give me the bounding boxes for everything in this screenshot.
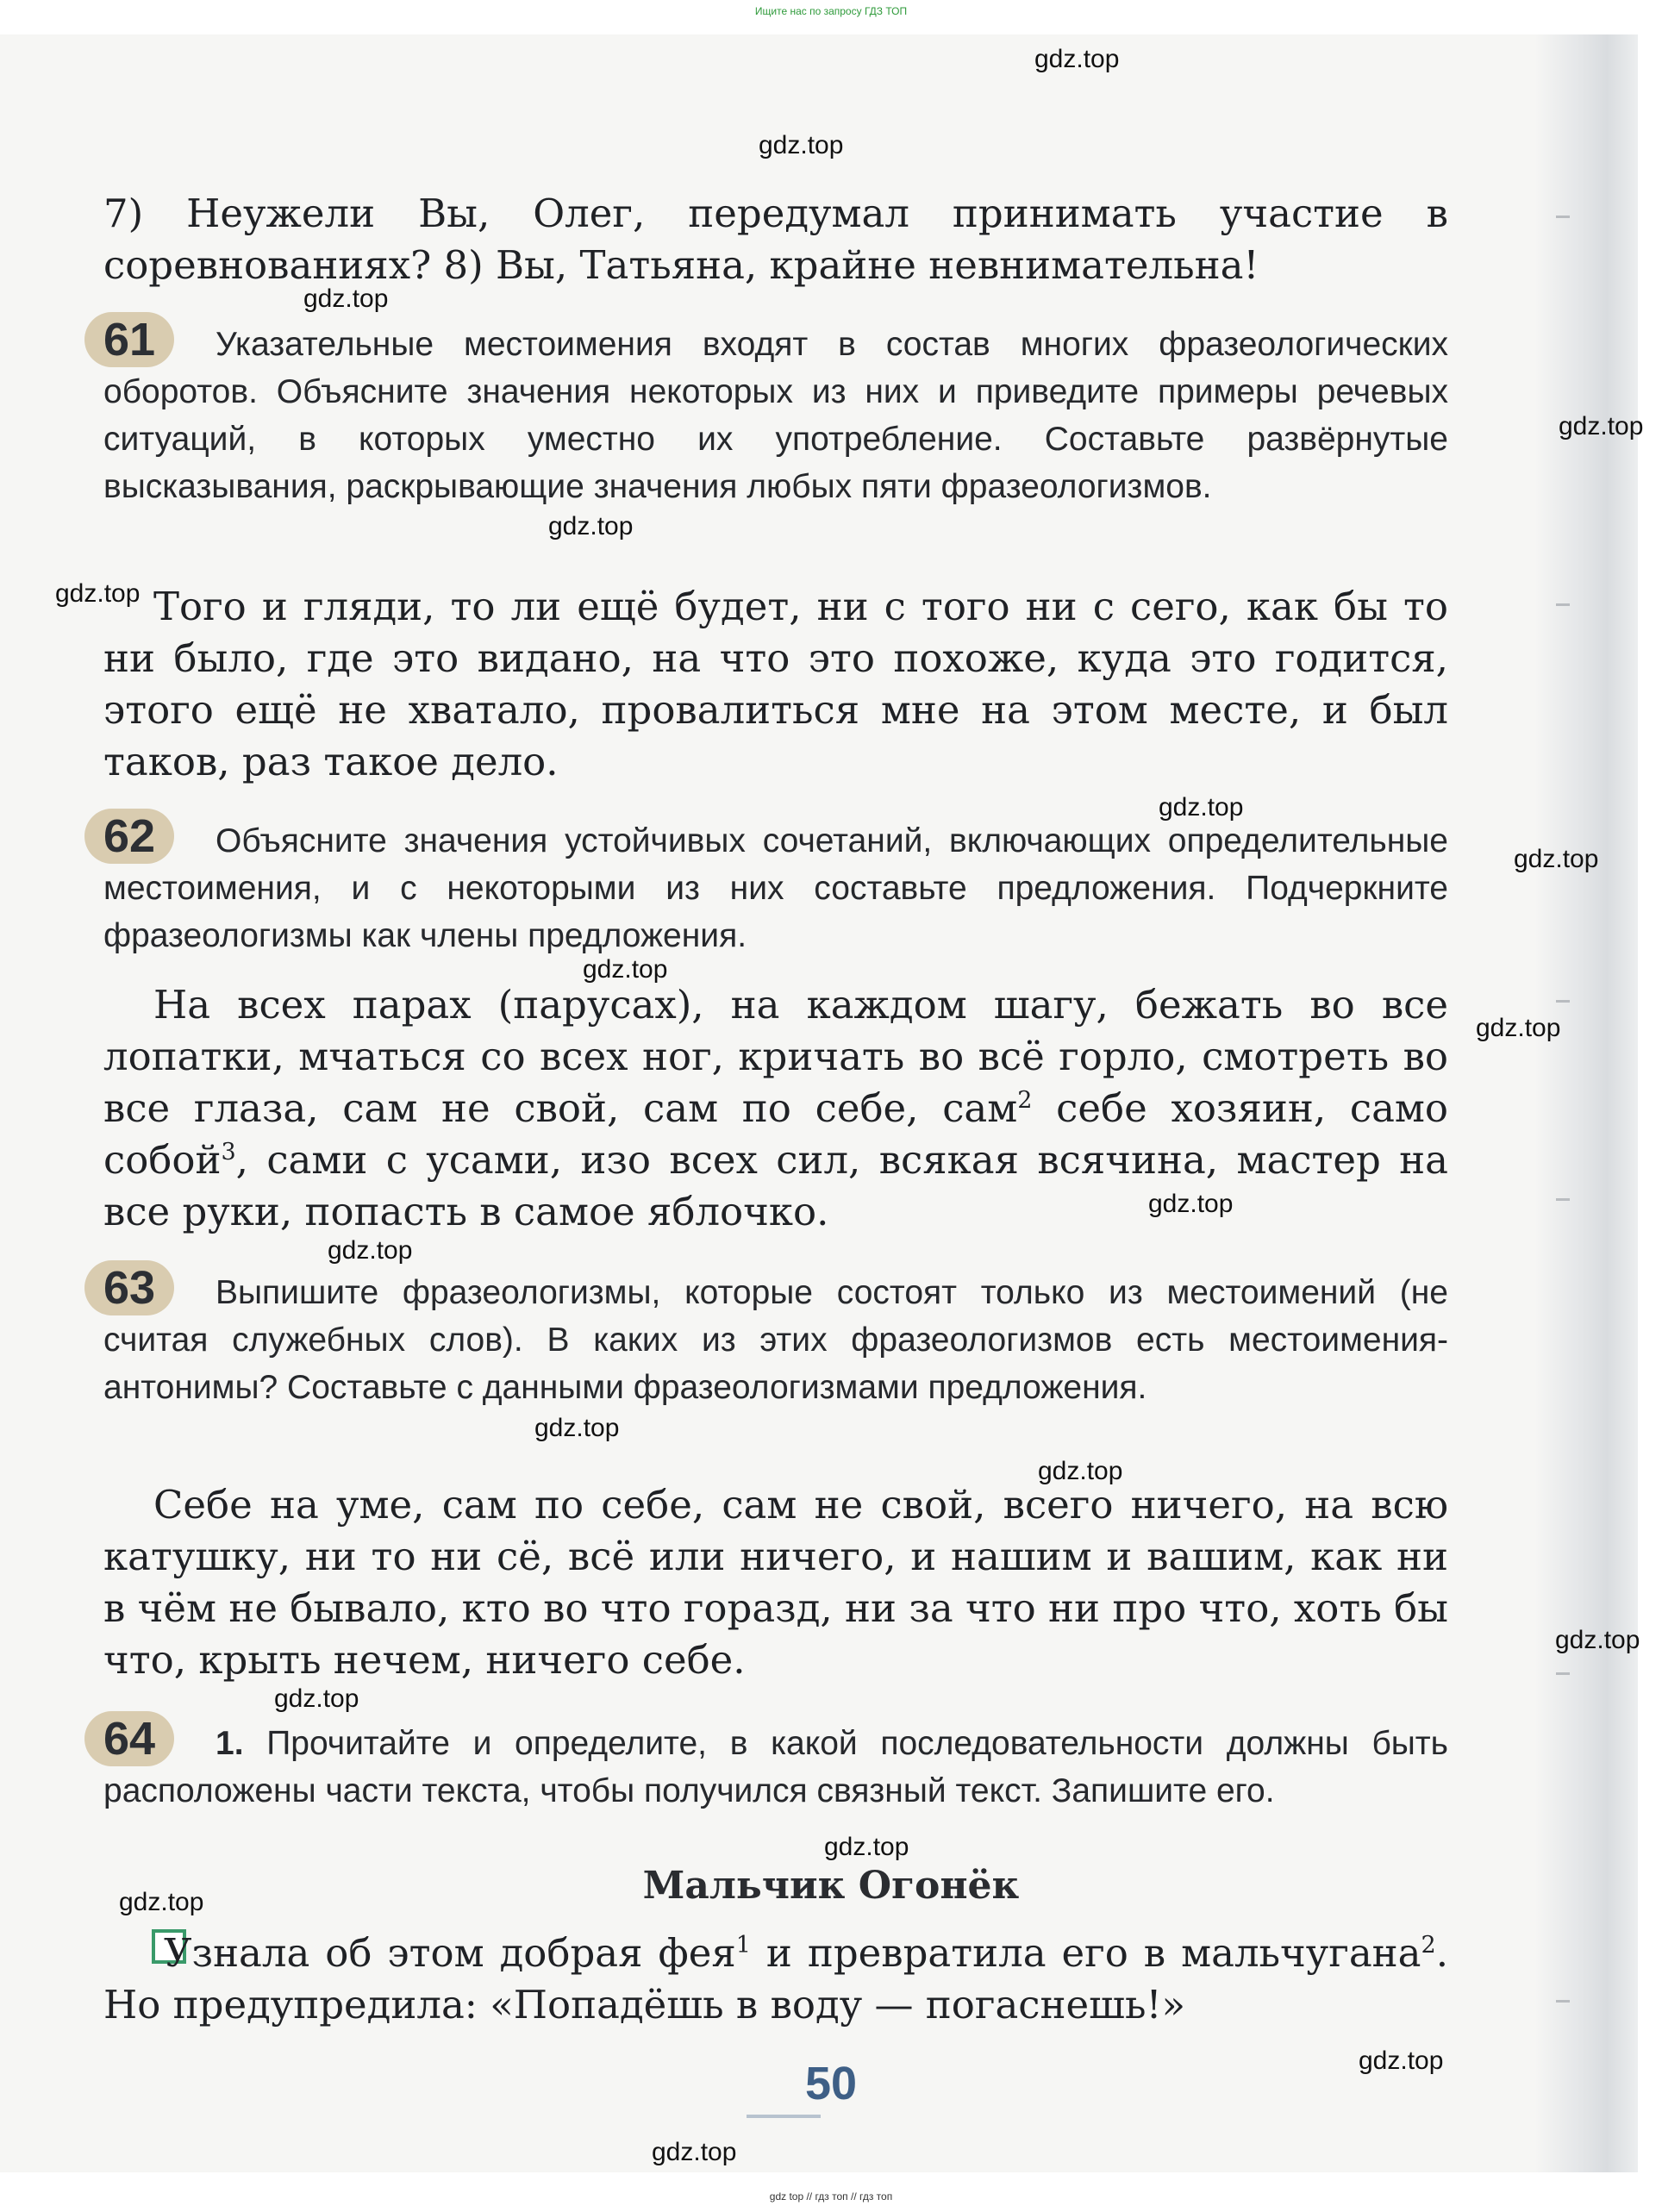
phrases-part: , сами с усами, изо всех сил, всякая всячина, мастер на все руки, попасть в самое яблочко.: [103, 1137, 1448, 1234]
watermark: gdz.top: [1476, 1014, 1561, 1042]
exercise-task-text: Указательные местоимения входят в состав многих фразеологических оборотов. Объясните значения некоторых из них и приведите примеры речевых ситуаций, в которых уместно их употребление. Составьте развёрнутые высказывания, раскрывающие значения любых пяти фразеологизмов.: [103, 326, 1448, 505]
watermark: gdz.top: [759, 131, 844, 159]
intro-text: 7) Неужели Вы, Олег, передумал принимать участие в соревнованиях? 8) Вы, Татьяна, крайне невнимательна!: [103, 191, 1448, 288]
exercise-phrases: [103, 979, 1448, 1238]
exercise-phrases: Того и гляди, то ли ещё будет, ни с того ни с сего, как бы то ни было, где это видано, на что это похоже, куда это годится, этого ещё не хватало, провалиться мне на этом месте, и был таков, раз такое дело.: [103, 584, 1448, 784]
watermark: gdz.top: [1034, 45, 1120, 73]
book-spine-shadow: [1534, 34, 1638, 2172]
watermark: gdz.top: [1148, 1190, 1234, 1218]
footnote-mark: 1: [735, 1932, 751, 1959]
watermark: gdz.top: [303, 284, 389, 313]
footer-note: gdz top // гдз топ // гдз топ: [769, 2190, 893, 2203]
page-number: 50: [804, 2058, 858, 2109]
story-part: Узнала об этом добрая фея: [164, 1930, 736, 1976]
watermark: gdz.top: [1559, 412, 1644, 441]
exercise-task-text: Прочитайте и определите, в какой последовательности должны быть расположены части текста, чтобы получился связный текст. Запишите его.: [103, 1725, 1448, 1809]
watermark: gdz.top: [1514, 845, 1599, 873]
exercise-task-text: Выпишите фразеологизмы, которые состоят только из местоимений (не считая служебных слов). В каких из этих фразеологизмов есть местоимения-антонимы? Составьте с данными фразеологизмами предложения.: [103, 1274, 1448, 1406]
story-part: . Но предупредила: «Попадёшь в воду — погаснешь!»: [103, 1930, 1448, 2028]
spine-mark: [1556, 1198, 1570, 1201]
exercise-number-badge: 63: [84, 1260, 174, 1315]
spine-mark: [1556, 1672, 1570, 1675]
watermark: gdz.top: [328, 1236, 413, 1265]
exercise-task: [103, 1720, 1448, 1815]
exercise-task: [103, 817, 1448, 959]
footnote-mark: 3: [221, 1139, 236, 1165]
spine-mark: [1556, 603, 1570, 606]
footnote-mark: 2: [1017, 1087, 1033, 1114]
watermark: gdz.top: [119, 1888, 204, 1916]
exercise-task-text: Объясните значения устойчивых сочетаний, включающих определительные местоимения, и с некоторыми из них составьте предложения. Подчеркните фразеологизмы как члены предложения.: [103, 822, 1448, 954]
exercise-task: [103, 1269, 1448, 1411]
page-number-underline: [747, 2115, 821, 2118]
story-text: [103, 1928, 1448, 2031]
watermark: gdz.top: [1038, 1457, 1123, 1485]
watermark: gdz.top: [652, 2138, 737, 2166]
watermark: gdz.top: [55, 579, 141, 608]
watermark: gdz.top: [274, 1684, 359, 1713]
spine-mark: [1556, 2000, 1570, 2003]
spine-mark: [1556, 1000, 1570, 1003]
watermark: gdz.top: [1555, 1626, 1640, 1654]
exercise-number-badge: 61: [84, 312, 174, 367]
exercise-number-badge: 64: [84, 1711, 174, 1766]
story-part: и превратила его в мальчугана: [750, 1930, 1421, 1976]
exercise-number-badge: 62: [84, 809, 174, 864]
exercise-task: [103, 321, 1448, 510]
watermark: gdz.top: [824, 1833, 909, 1861]
watermark: gdz.top: [1359, 2046, 1444, 2075]
phrases-part: себе хозяин, само собой: [103, 1085, 1448, 1183]
watermark: gdz.top: [534, 1414, 620, 1442]
site-search-note: Ищите нас по запросу ГДЗ ТОП: [754, 5, 908, 17]
story-title: Мальчик Огонёк: [642, 1864, 1020, 1908]
watermark: gdz.top: [1159, 793, 1244, 822]
footnote-mark: 2: [1421, 1932, 1436, 1959]
watermark: gdz.top: [583, 955, 668, 984]
watermark: gdz.top: [548, 512, 634, 541]
phrases-part: На всех парах (парусах), на каждом шагу, бежать во все лопатки, мчаться со всех ног, кричать во всё горло, смотреть во все глаза, сам не свой, сам по себе, сам: [103, 982, 1448, 1131]
task-step-number: 1.: [216, 1725, 244, 1762]
spine-mark: [1556, 216, 1570, 218]
exercise-phrases: Себе на уме, сам по себе, сам не свой, всего ничего, на всю катушку, ни то ни сё, всё или ничего, и нашим и вашим, как ни в чём не бывало, кто во что горазд, ни за что ни про что, хоть бы что, крыть нечем, ничего себе.: [103, 1482, 1448, 1683]
